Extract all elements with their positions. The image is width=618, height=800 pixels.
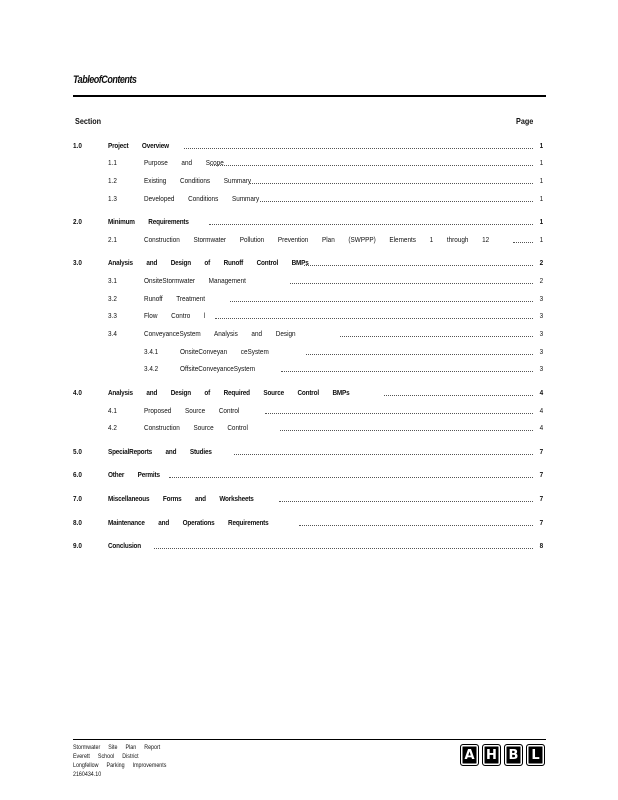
toc-entry — [73, 216, 543, 228]
toc-leader-dots — [250, 182, 533, 184]
toc-entry-page: 1 — [539, 194, 543, 203]
footer-info — [73, 743, 166, 779]
toc-entry — [73, 310, 543, 322]
logo-letter-a: A — [460, 744, 479, 766]
toc-entry-label: Minimum Requirements — [108, 217, 189, 226]
toc-entry-number: 2.1 — [108, 235, 117, 244]
toc-entry-page: 2 — [539, 258, 543, 267]
toc-leader-dots — [280, 429, 533, 431]
toc-entry-number: 3.3 — [108, 311, 117, 320]
toc-entry — [73, 517, 543, 529]
toc-leader-dots — [234, 453, 533, 455]
section-column-header: Section — [75, 116, 102, 126]
ahbl-logo — [460, 744, 545, 766]
toc-entry-label: OffsiteConveyanceSystem — [180, 364, 256, 373]
toc-leader-dots — [279, 500, 533, 502]
toc-leader-dots — [215, 317, 533, 319]
toc-entry-number: 3.2 — [108, 294, 117, 303]
footer-line-number: 2160434.10 — [73, 771, 102, 778]
toc-leader-dots — [184, 147, 533, 149]
toc-leader-dots — [304, 264, 533, 266]
toc-entry-page: 1 — [539, 217, 543, 226]
toc-entry-number: 3.4.2 — [144, 364, 159, 373]
toc-entry-label: Purpose and Scope — [144, 158, 224, 167]
toc-entry-label: Other Permits — [108, 470, 160, 479]
toc-entry-page: 4 — [539, 388, 543, 397]
toc-entry-page: 3 — [539, 347, 543, 356]
toc-entry-page: 7 — [539, 447, 543, 456]
toc-leader-dots — [265, 412, 533, 414]
toc-entry-number: 1.3 — [108, 194, 117, 203]
page-title: TableofContents — [73, 74, 137, 86]
toc-entry-label: Conclusion — [108, 541, 142, 550]
toc-leader-dots — [513, 241, 533, 243]
toc-entry-label: Construction Stormwater Pollution Prevention Plan (SWPPP) Elements 1 through 12 — [144, 235, 490, 244]
toc-entry-page: 1 — [539, 176, 543, 185]
toc-entry-number: 1.1 — [108, 158, 117, 167]
toc-leader-dots — [290, 282, 533, 284]
toc-entry-page: 1 — [539, 235, 543, 244]
toc-entry — [73, 346, 543, 358]
toc-entry — [73, 275, 543, 287]
toc-entry — [73, 387, 543, 399]
toc-entry — [73, 234, 543, 246]
toc-entry-number: 7.0 — [73, 494, 82, 503]
toc-entry-page: 2 — [539, 276, 543, 285]
toc-entry-number: 2.0 — [73, 217, 82, 226]
toc-entry-page: 1 — [539, 141, 543, 150]
footer-line-report: Stormwater Site Plan Report — [73, 744, 161, 751]
toc-entry-page: 4 — [539, 406, 543, 415]
toc-entry — [73, 469, 543, 481]
toc-entry-label: Analysis and Design of Required Source Control BMPs — [108, 388, 350, 397]
toc-leader-dots — [281, 370, 533, 372]
toc-entry-label: Maintenance and Operations Requirements — [108, 518, 269, 527]
toc-entry-label: Existing Conditions Summary — [144, 176, 252, 185]
toc-leader-dots — [210, 164, 533, 166]
toc-entry-page: 3 — [539, 364, 543, 373]
toc-entry — [73, 193, 543, 205]
toc-entry-number: 4.0 — [73, 388, 82, 397]
footer-line-district: Everett School District — [73, 753, 139, 760]
page-column-header: Page — [516, 116, 534, 126]
toc-entry-label: Proposed Source Control — [144, 406, 240, 415]
toc-leader-dots — [209, 223, 533, 225]
toc-entry-page: 8 — [539, 541, 543, 550]
toc-entry-label: OnsiteConveyan ceSystem — [180, 347, 269, 356]
toc-entry-page: 3 — [539, 311, 543, 320]
toc-entry-number: 6.0 — [73, 470, 82, 479]
toc-entry-number: 1.0 — [73, 141, 82, 150]
toc-entry-label: Flow Contro l — [144, 311, 206, 320]
toc-entry-label: OnsiteStormwater Management — [144, 276, 246, 285]
toc-entry — [73, 175, 543, 187]
toc-leader-dots — [230, 300, 533, 302]
toc-entry-number: 3.0 — [73, 258, 82, 267]
logo-letter-l: L — [526, 744, 545, 766]
toc-entry — [73, 157, 543, 169]
toc-entry-page: 4 — [539, 423, 543, 432]
toc-entry-label: Analysis and Design of Runoff Control BMPs — [108, 258, 309, 267]
toc-leader-dots — [169, 476, 533, 478]
toc-entry-number: 4.2 — [108, 423, 117, 432]
footer-line-project: Longfellow Parking Improvements — [73, 762, 167, 769]
logo-letter-h: H — [482, 744, 501, 766]
toc-entry-number: 1.2 — [108, 176, 117, 185]
toc-entry-label: Construction Source Control — [144, 423, 248, 432]
toc-entry-label: Developed Conditions Summary — [144, 194, 260, 203]
toc-entry-page: 3 — [539, 329, 543, 338]
toc-entry — [73, 493, 543, 505]
toc-leader-dots — [154, 547, 533, 549]
toc-entry — [73, 363, 543, 375]
toc-leader-dots — [306, 353, 533, 355]
toc-entry — [73, 422, 543, 434]
toc-entry-label: SpecialReports and Studies — [108, 447, 212, 456]
toc-entry-page: 7 — [539, 470, 543, 479]
toc-entry — [73, 257, 543, 269]
toc-entry — [73, 405, 543, 417]
toc-entry — [73, 328, 543, 340]
toc-entry-number: 3.4 — [108, 329, 117, 338]
toc-leader-dots — [384, 394, 533, 396]
toc-leader-dots — [340, 335, 533, 337]
toc-entry-page: 7 — [539, 494, 543, 503]
toc-entry-number: 8.0 — [73, 518, 82, 527]
toc-entry-label: Miscellaneous Forms and Worksheets — [108, 494, 254, 503]
toc-entry-page: 7 — [539, 518, 543, 527]
toc-entry — [73, 293, 543, 305]
footer-divider — [73, 739, 546, 740]
toc-entry-number: 5.0 — [73, 447, 82, 456]
toc-entry-page: 1 — [539, 158, 543, 167]
toc-entry-page: 3 — [539, 294, 543, 303]
title-divider — [73, 95, 546, 97]
toc-leader-dots — [299, 524, 533, 526]
toc-entry — [73, 540, 543, 552]
toc-entry-number: 3.1 — [108, 276, 117, 285]
logo-letter-b: B — [504, 744, 523, 766]
toc-entry — [73, 140, 543, 152]
toc-entry-number: 3.4.1 — [144, 347, 159, 356]
toc-entry — [73, 446, 543, 458]
toc-leader-dots — [260, 200, 533, 202]
toc-entry-number: 9.0 — [73, 541, 82, 550]
toc-entry-label: Project Overview — [108, 141, 169, 150]
toc-entry-label: ConveyanceSystem Analysis and Design — [144, 329, 296, 338]
toc-entry-label: Runoff Treatment — [144, 294, 206, 303]
toc-entry-number: 4.1 — [108, 406, 117, 415]
